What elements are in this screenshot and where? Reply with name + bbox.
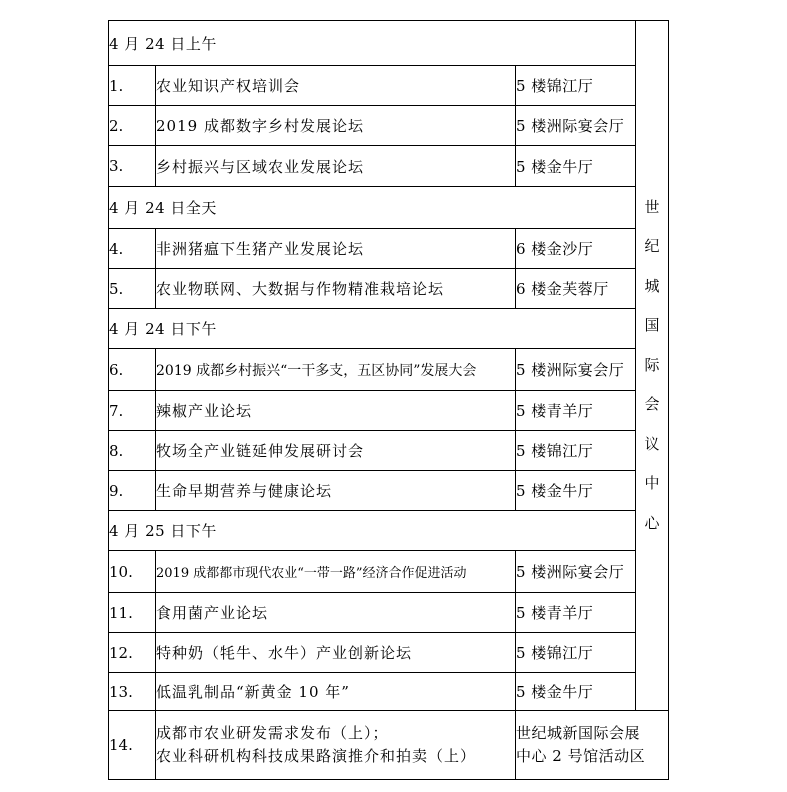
date-row <box>109 21 669 66</box>
item-venue: 5 楼洲际宴会厅 <box>516 106 636 146</box>
venue-group-cell <box>636 21 669 711</box>
table-row <box>109 431 669 471</box>
item-venue: 5 楼金牛厅 <box>516 471 636 511</box>
table-row-extra <box>109 711 669 780</box>
item-number: 3. <box>109 146 156 187</box>
table-row <box>109 633 669 673</box>
item-venue: 5 楼锦江厅 <box>516 633 636 673</box>
item-name: 农业物联网、大数据与作物精准栽培论坛 <box>156 269 516 309</box>
date-header: 4 月 24 日下午 <box>109 309 636 349</box>
item-venue: 5 楼金牛厅 <box>516 146 636 187</box>
item-venue: 5 楼青羊厅 <box>516 593 636 633</box>
item-venue-multiline <box>516 711 669 780</box>
item-name: 2019 成都数字乡村发展论坛 <box>156 106 516 146</box>
table-row <box>109 349 669 391</box>
item-venue: 6 楼金芙蓉厅 <box>516 269 636 309</box>
item-venue: 5 楼锦江厅 <box>516 431 636 471</box>
date-header: 4 月 24 日上午 <box>109 21 636 66</box>
table-row <box>109 593 669 633</box>
item-venue-line-1: 世纪城新国际会展 <box>516 724 641 742</box>
item-number: 8. <box>109 431 156 471</box>
table-row <box>109 391 669 431</box>
item-name: 2019 成都都市现代农业“一带一路”经济合作促进活动 <box>156 551 516 593</box>
table-row <box>109 106 669 146</box>
item-name-line-1: 成都市农业研发需求发布（上）； <box>156 724 389 742</box>
item-venue: 5 楼青羊厅 <box>516 391 636 431</box>
item-name: 非洲猪瘟下生猪产业发展论坛 <box>156 229 516 269</box>
date-row <box>109 511 669 551</box>
date-header: 4 月 24 日全天 <box>109 187 636 229</box>
date-row <box>109 187 669 229</box>
date-header: 4 月 25 日下午 <box>109 511 636 551</box>
table-row <box>109 471 669 511</box>
item-venue: 5 楼洲际宴会厅 <box>516 551 636 593</box>
item-name: 牧场全产业链延伸发展研讨会 <box>156 431 516 471</box>
venue-group-label: 世纪城国际会议中心 <box>644 197 660 532</box>
item-name: 辣椒产业论坛 <box>156 391 516 431</box>
item-name: 生命早期营养与健康论坛 <box>156 471 516 511</box>
item-number: 11. <box>109 593 156 633</box>
table-row <box>109 146 669 187</box>
item-number: 5. <box>109 269 156 309</box>
item-name: 低温乳制品“新黄金 10 年” <box>156 673 516 711</box>
item-number: 13. <box>109 673 156 711</box>
item-name: 2019 成都乡村振兴“一干多支，五区协同”发展大会 <box>156 349 516 391</box>
item-name-multiline <box>156 711 516 780</box>
item-number: 12. <box>109 633 156 673</box>
item-number: 9. <box>109 471 156 511</box>
item-name-line-2: 农业科研机构科技成果路演推介和拍卖（上） <box>156 747 477 765</box>
table-row <box>109 229 669 269</box>
item-number: 7. <box>109 391 156 431</box>
table-row <box>109 551 669 593</box>
item-name: 食用菌产业论坛 <box>156 593 516 633</box>
table-row <box>109 269 669 309</box>
item-number: 2. <box>109 106 156 146</box>
item-venue: 5 楼金牛厅 <box>516 673 636 711</box>
item-number: 1. <box>109 66 156 106</box>
table-row <box>109 66 669 106</box>
item-name: 乡村振兴与区域农业发展论坛 <box>156 146 516 187</box>
item-number: 14. <box>109 711 156 780</box>
table-row <box>109 673 669 711</box>
item-name: 农业知识产权培训会 <box>156 66 516 106</box>
item-number: 4. <box>109 229 156 269</box>
item-venue-line-2: 中心 2 号馆活动区 <box>516 747 646 765</box>
item-venue: 5 楼洲际宴会厅 <box>516 349 636 391</box>
date-row <box>109 309 669 349</box>
item-number: 10. <box>109 551 156 593</box>
schedule-table <box>108 20 669 780</box>
item-number: 6. <box>109 349 156 391</box>
item-name: 特种奶（牦牛、水牛）产业创新论坛 <box>156 633 516 673</box>
item-venue: 5 楼锦江厅 <box>516 66 636 106</box>
item-venue: 6 楼金沙厅 <box>516 229 636 269</box>
